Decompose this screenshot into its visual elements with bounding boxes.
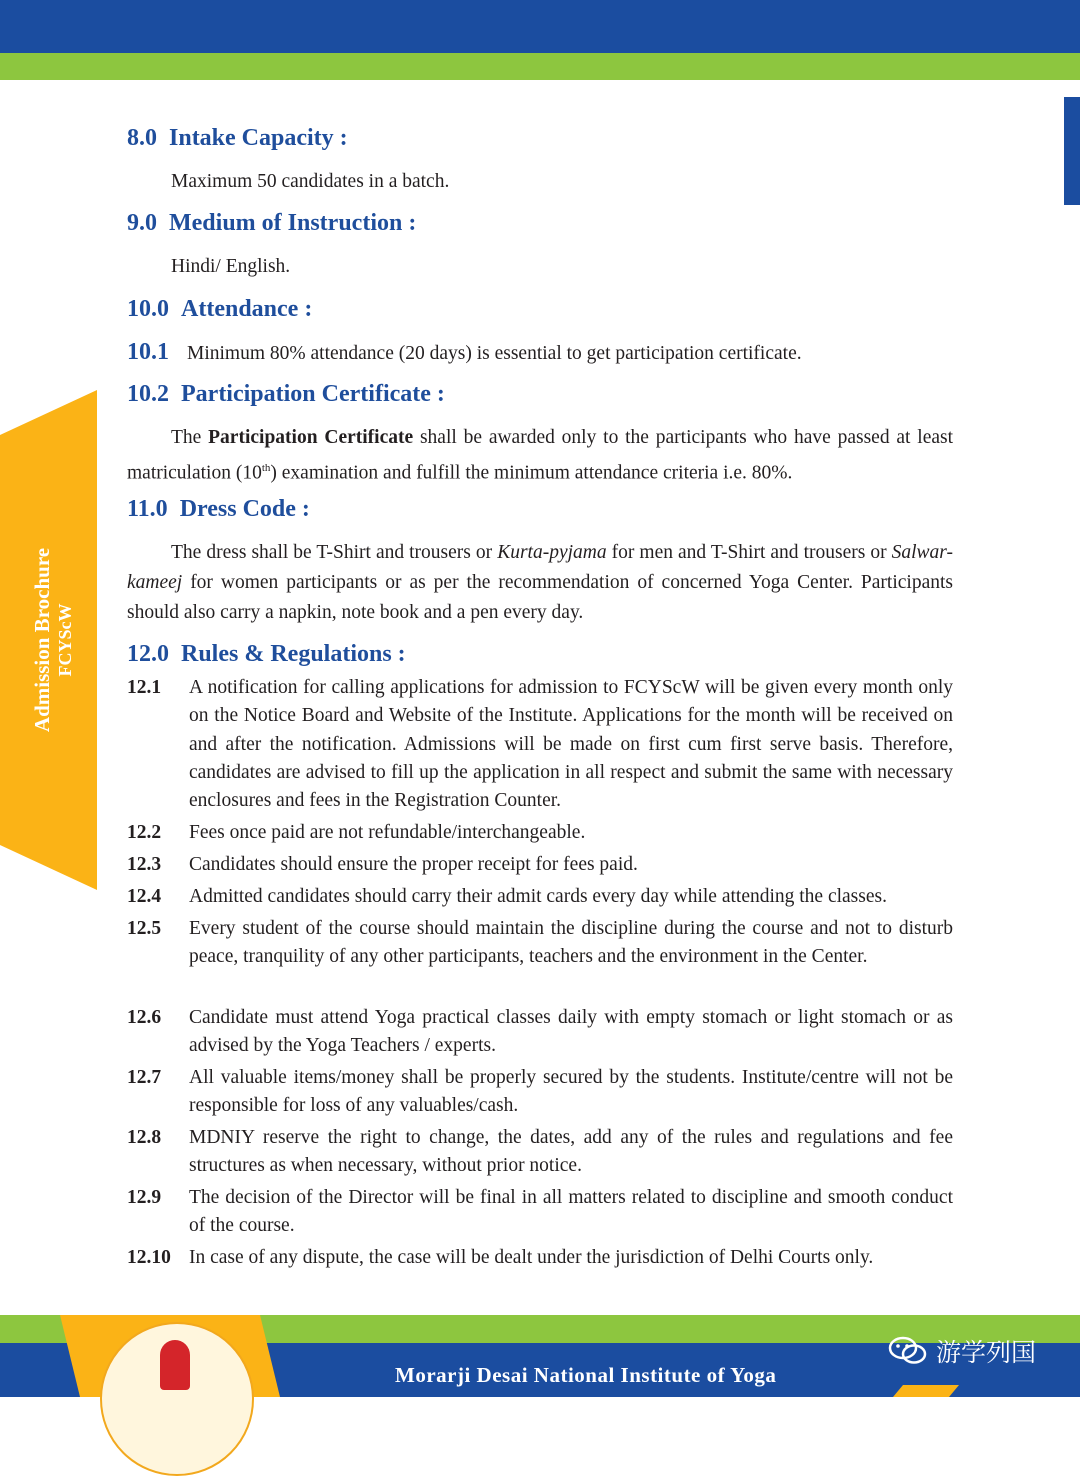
rule-item [127, 674, 953, 815]
rule-text: All valuable items/money shall be properly secured by the students. Institute/centre will not be responsible for loss of any valuables/cash. [189, 1067, 953, 1117]
wechat-icon [888, 1336, 928, 1366]
rule-item [127, 1244, 953, 1272]
attendance-rule-text: Minimum 80% attendance (20 days) is essential to get participation certificate. [187, 343, 802, 364]
page-number-tab [893, 1385, 959, 1397]
rule-item [127, 1004, 953, 1061]
bold-term: Participation Certificate [208, 427, 414, 448]
rule-number: 12.6 [127, 1007, 162, 1028]
rule-text: In case of any dispute, the case will be dealt under the jurisdiction of Delhi Courts only. [189, 1247, 874, 1268]
rule-number: 12.4 [127, 886, 162, 907]
rule-number: 12.5 [127, 918, 162, 939]
right-edge-tab [1064, 97, 1080, 205]
rule-text: Admitted candidates should carry their admit cards every day while attending the classes. [189, 886, 887, 907]
side-tab-line2: FCYScW [55, 603, 75, 677]
rule-item [127, 915, 953, 972]
text-run: for men and T-Shirt and trousers or [606, 542, 892, 563]
rule-number: 12.9 [127, 1187, 162, 1208]
rule-text: Fees once paid are not refundable/interchangeable. [189, 822, 586, 843]
rule-number: 12.8 [127, 1127, 162, 1148]
header-green-band [0, 53, 1080, 80]
heading-intake-capacity [127, 120, 348, 156]
rule-item [127, 1184, 953, 1241]
side-tab-label [30, 490, 90, 790]
institute-name: Morarji Desai National Institute of Yoga [395, 1363, 777, 1387]
rule-item [127, 1064, 953, 1121]
rule-text: A notification for calling applications for admission to FCYScW will be given every month only on the Notice Board and Website of the Institute. Applications for the month will be received on and after the notification. Admissions will be made on first cum first serve basis. Therefore, candidates are advised to fill up the application in all respect and submit the same with necessary enclosures and fees in the Registration Counter. [189, 677, 953, 812]
heading-attendance [127, 291, 312, 327]
section-number: 8.0 [127, 125, 157, 151]
section-number: 11.0 [127, 496, 168, 522]
section-number: 12.0 [127, 641, 169, 667]
header-blue-band [0, 0, 1080, 53]
section-title: Medium of Instruction : [169, 210, 417, 236]
text-run: The dress shall be T-Shirt and trousers or [171, 542, 498, 563]
section-number: 10.0 [127, 296, 169, 322]
section-title: Rules & Regulations : [181, 641, 406, 667]
rule-number: 12.1 [127, 677, 162, 698]
rule-text: Candidates should ensure the proper receipt for fees paid. [189, 854, 638, 875]
heading-dress-code [127, 491, 310, 527]
text-run: for women participants or as per the recommendation of concerned Yoga Center. Participants should also carry a napkin, note book and a pen every day. [127, 572, 953, 623]
rule-text: The decision of the Director will be final in all matters related to discipline and smooth conduct of the course. [189, 1187, 953, 1237]
section-number: 9.0 [127, 210, 157, 236]
yoga-figure-icon [160, 1340, 190, 1390]
rule-text: Candidate must attend Yoga practical classes daily with empty stomach or light stomach or as advised by the Yoga Teachers / experts. [189, 1007, 953, 1057]
text-run: ) examination and fulfill the minimum attendance criteria i.e. 80%. [270, 462, 793, 484]
attendance-rule [127, 337, 953, 369]
section-number: 10.2 [127, 381, 169, 407]
section-title: Intake Capacity : [169, 125, 348, 151]
rule-text: Every student of the course should maintain the discipline during the course and not to disturb peace, tranquility of any other participants, teachers and the environment in the Center. [189, 918, 953, 968]
side-tab-line1: Admission Brochure [30, 547, 54, 733]
rule-number: 12.3 [127, 854, 162, 875]
watermark-text: 游学列国 [936, 1338, 1037, 1367]
participation-certificate-text [127, 423, 953, 489]
rule-number: 12.2 [127, 822, 162, 843]
heading-participation-certificate [127, 376, 445, 412]
section-number: 10.1 [127, 339, 169, 365]
rule-number: 12.7 [127, 1067, 162, 1088]
rule-number: 12.10 [127, 1247, 171, 1268]
rule-item [127, 819, 953, 847]
superscript: th [261, 462, 271, 474]
watermark [888, 1333, 1036, 1369]
rule-item [127, 851, 953, 879]
italic-term: Kurta-pyjama [497, 542, 607, 563]
rule-item [127, 1124, 953, 1181]
dress-code-text [127, 538, 953, 628]
heading-rules-regulations [127, 636, 406, 672]
medium-instruction-text: Hindi/ English. [171, 256, 291, 277]
italic-term: Salwar- kameej [127, 542, 953, 593]
intake-capacity-text: Maximum 50 candidates in a batch. [171, 171, 450, 192]
section-title: Participation Certificate : [181, 381, 445, 407]
rule-item [127, 883, 953, 911]
section-title: Attendance : [181, 296, 313, 322]
heading-medium-instruction [127, 205, 416, 241]
text-run: The [171, 427, 209, 448]
rule-text: MDNIY reserve the right to change, the dates, add any of the rules and regulations and fee structures as when necessary, without prior notice. [189, 1127, 953, 1177]
text-run: shall be awarded only to the participants who have passed at least matriculation (10 [127, 427, 954, 484]
section-title: Dress Code : [179, 496, 310, 522]
